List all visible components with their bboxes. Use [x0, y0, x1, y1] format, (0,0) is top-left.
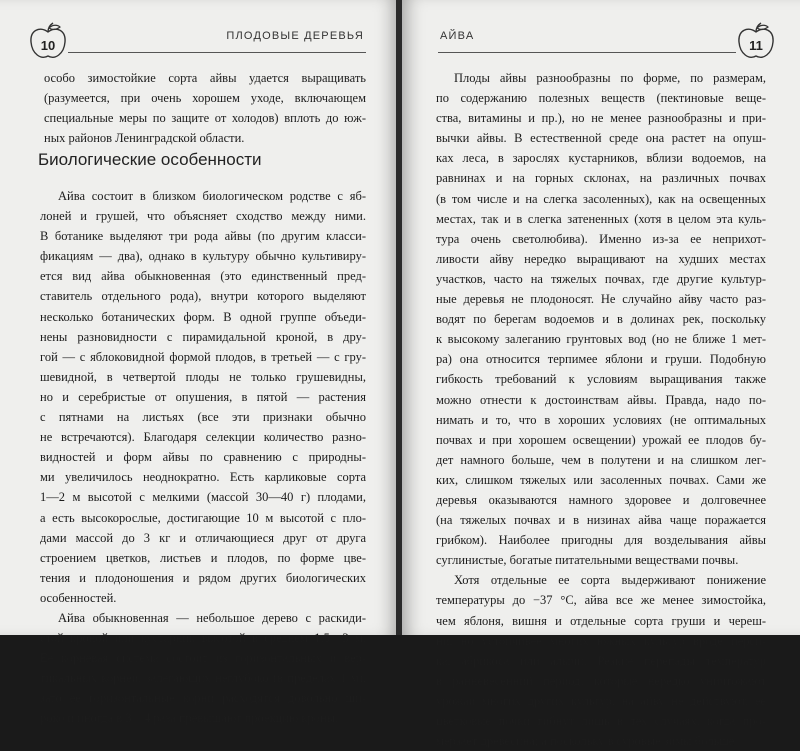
text-line: ливости айву нередко выращивают на худших местах	[436, 251, 766, 266]
text-line: стой кроной или кустарник высотой в среднем 1,5—3 м.	[40, 631, 366, 646]
page-number: 10	[40, 38, 56, 53]
header-rule	[68, 52, 366, 53]
text-line: ства, витамины и пр.), но не менее разнообразны и при-	[436, 111, 766, 126]
text-line: нены разновидности с пирамидальной кроной, в дру-	[40, 329, 366, 344]
text-line: ми увеличилось неоднократно. Есть карликовые сорта	[40, 470, 366, 485]
text-line: тикальных корней, залегающих неглубоко (в пределах 1 м),	[40, 671, 366, 686]
text-line: лоней и грушей, что объясняет сходство между ними.	[40, 209, 366, 224]
text-line: фикациям — два), однако в культуру обычно культивиру-	[40, 249, 366, 264]
text-line: чем яблоня, вишня и отдельные сорта груши и череш-	[436, 613, 766, 628]
text-line: в ранневесенний период, которые нередко уничтожают	[436, 673, 766, 688]
text-line: тения и плодоношения и рядом других биологических	[40, 570, 366, 585]
section-title: Биологические особенности	[38, 150, 262, 169]
text-line: цветковые почки гибнут лишь в тех случаях, когда про-	[436, 714, 766, 728]
text-line: Хотя отдельные ее сорта выдерживают понижение	[454, 573, 766, 588]
text-line: равнинах и на горных склонах, на различных почвах	[436, 171, 766, 186]
text-line: ется вид айва обыкновенная (это единственный пред-	[40, 269, 366, 284]
text-line: местах, так и в слегка затененных (хотя в целом эта куль-	[436, 211, 766, 226]
text-line: В ботанике выделяют три рода айвы (по другим класси-	[40, 229, 366, 244]
text-line: (в том числе и на слегка засоленных), как на освещенных	[436, 191, 766, 206]
text-line: участков, часто на тяжелых почвах, где другие культур-	[436, 271, 766, 286]
text-line: не встречаются). Благодаря селекции количество разно-	[40, 430, 366, 445]
text-line: деревья оказываются намного здоровее и долговечнее	[436, 492, 766, 507]
text-line: а есть высокорослые, достигающие 10 м высотой с пло-	[40, 510, 366, 525]
text-line: Ее корневая система состоит из горизонтальных и вер-	[40, 651, 366, 666]
text-line: можно отнести к достоинствам айвы. Правда, надо по-	[436, 392, 766, 407]
text-line: гой — с яблоковидной формой плодов, в третьей — с гру-	[40, 349, 366, 364]
text-line: ра) она относится терпимее яблони и груши. Подобную	[436, 352, 766, 367]
text-line: с пятнами на листьях (все эти признаки обычно	[40, 410, 366, 425]
running-header: ПЛОДОВЫЕ ДЕРЕВЬЯ	[226, 30, 364, 42]
right-page	[402, 0, 800, 749]
text-line: ках леса, в зарослях кустарников, вблизи водоемов, на	[436, 151, 766, 166]
text-line: шевидной, в четвертой плоды не только грушевидны,	[40, 369, 366, 384]
text-line: строением цветков, листьев и плодов, по форме цве-	[40, 550, 366, 565]
text-line: по содержанию полезных веществ (пектиновые веще-	[436, 91, 766, 106]
text-line: 1—2 м высотой с мелкими (массой 30—40 г) плодами,	[40, 490, 366, 505]
page-number: 11	[749, 38, 763, 53]
text-line: нимать и то, что в хороших условиях (не оптимальных	[436, 412, 766, 427]
text-line: Айва состоит в близком биологическом родстве с яб-	[58, 189, 366, 203]
text-line: специальные меры по защите от холодов) вплоть до юж-	[44, 111, 366, 126]
text-line: урожаи многих других культур, на айву не действуют, ее	[436, 693, 766, 708]
text-line: ни, но устойчивее многих южных культур вроде перси-	[436, 633, 766, 648]
text-line: роко и иногда в 3—4 раза превышают проекцию кроны.	[40, 711, 339, 726]
text-line: температуры до −37 °С, айва все же менее зимостойка,	[436, 593, 766, 608]
text-line: ких, слишком тяжелых или засоленных почвах. Сами же	[436, 472, 766, 487]
text-line: к высокому залеганию грунтовых вод (но не ближе 1 мет-	[436, 332, 766, 347]
intro-paragraph	[44, 68, 366, 148]
text-line: видностей и форм айвы по сравнению с природны-	[40, 450, 366, 465]
text-line: водят по берегам водоемов и в долинах рек, поскольку	[436, 312, 766, 327]
body-text	[40, 186, 366, 729]
text-line: ставитель отдельного рода), внутри которого выделяют	[40, 289, 366, 304]
text-line: тура очень светолюбива). Именно из-за ее неприхот-	[436, 231, 766, 246]
left-page	[0, 0, 398, 726]
text-line: дет намного больше, чем в полутени и на слишком лег-	[436, 452, 766, 467]
text-line: Плоды айвы разнообразны по форме, по размерам,	[454, 71, 766, 85]
text-line: почвах и при хорошем освещении) урожай ее плодов бу-	[436, 432, 766, 447]
text-line: ка, абрикоса или алычи. Резкие перепады температур	[436, 653, 766, 668]
text-line: гибкость требований к условиям выращивания также	[436, 372, 766, 387]
text-line: особо зимостойкие сорта айвы удается выращивать	[44, 71, 366, 85]
text-line: дами массой до 3 кг и отличающиеся друг от друга	[40, 530, 366, 545]
text-line: суглинистые, богатые питательными веществами почвы.	[436, 553, 739, 568]
running-header: АЙВА	[440, 30, 475, 42]
body-text	[436, 68, 766, 751]
text-line: (на тяжелых почвах и в низинах айва чаще поражается	[436, 513, 766, 528]
text-line: мерзает древесина; а поскольку в суровые зимы больше	[436, 734, 735, 749]
text-line: (разумеется, при очень хорошем уходе, включающем	[44, 91, 366, 106]
text-line: зато ее горизонтальные корни расходятся довольно ши-	[40, 691, 366, 706]
text-line: вычки айвы. В естественной среде она растет на опуш-	[436, 131, 766, 146]
header-rule	[438, 52, 736, 53]
text-line: несколько ботанических форм. В одной группе объеди-	[40, 309, 366, 324]
text-line: особенностей.	[40, 590, 117, 605]
text-line: ные деревья не плодоносят. Не случайно айву часто раз-	[436, 292, 766, 307]
text-line: грибком). Наиболее пригодны для возделывания айвы	[436, 533, 766, 548]
text-line: но и серебристые от опушения, в пятой — растения	[40, 389, 366, 404]
text-line: Айва обыкновенная — небольшое дерево с раскиди-	[58, 610, 366, 625]
text-line: ных районов Ленинградской области.	[44, 131, 245, 146]
